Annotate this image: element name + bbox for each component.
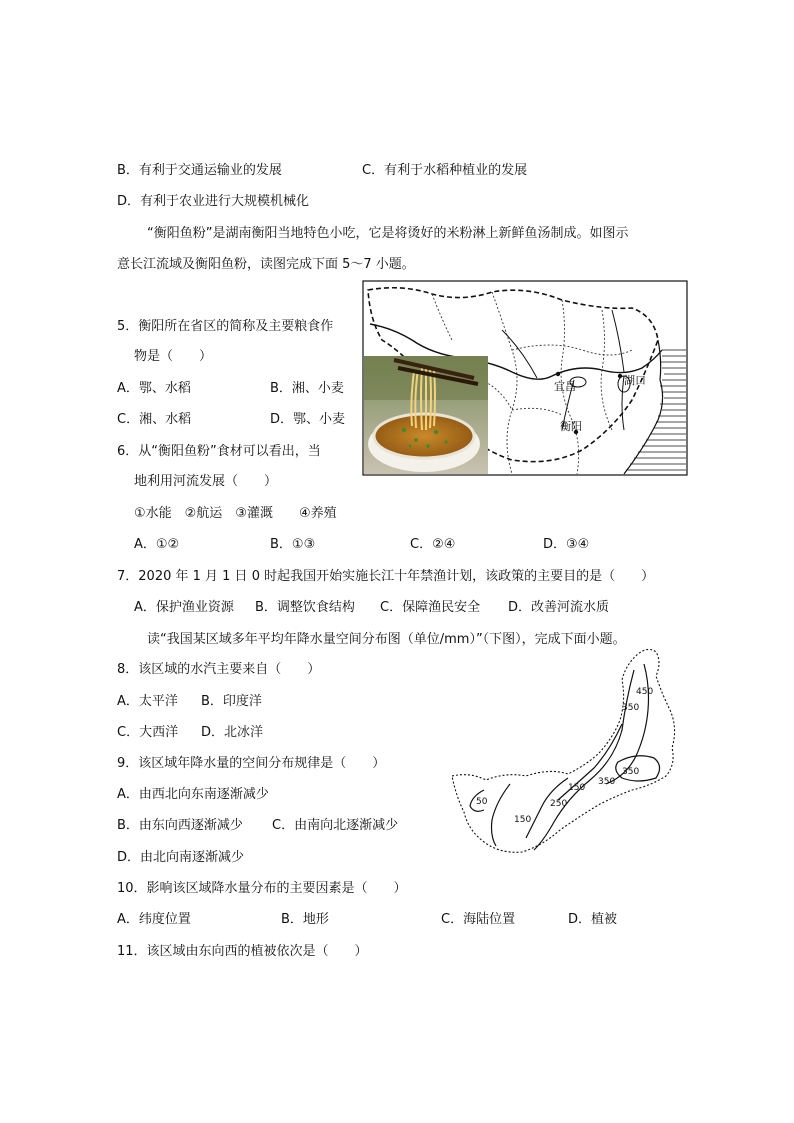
q8-stem: 8．该区域的水汽主要来自（ ） [117,662,321,677]
q10-option-c: C．海陆位置 [441,912,516,927]
q10-option-d: D．植被 [568,912,618,927]
precipitation-map [450,640,682,860]
q10-option-a: A．纬度位置 [117,912,191,927]
q9-option-d: D．由北向南逐渐减少 [117,850,245,865]
fish-noodle-photo [364,356,488,474]
isohyet-150-label-lower: 150 [514,815,532,825]
q4-option-b: B．有利于交通运输业的发展 [117,163,282,178]
q4-option-c: C．有利于水稻种植业的发展 [362,163,528,178]
isohyet-150-label-upper: 150 [568,783,586,793]
q8-option-a: A．太平洋 [117,694,178,709]
q8-option-c: C．大西洋 [117,725,179,740]
q11-stem: 11．该区域由东向西的植被依次是（ ） [117,944,368,959]
hukou-marker [618,374,622,378]
hengyang-label: 衡阳 [560,420,582,433]
q7-option-b: B．调整饮食结构 [255,600,355,615]
q8-option-d: D．北冰洋 [201,725,264,740]
isohyets [470,664,649,850]
q6-stem-line2: 地利用河流发展（ ） [134,474,278,489]
q9-option-c: C．由南向北逐渐减少 [272,818,399,833]
isohyet-350-label-top: 350 [622,703,640,713]
q9-option-a: A．由西北向东南逐渐减少 [117,787,269,802]
q6-stem-line1: 6．从“衡阳鱼粉”食材可以看出，当 [117,444,321,459]
isohyet-50-label: 50 [476,797,488,807]
q5-option-b: B．湘、小麦 [270,381,344,396]
q6-option-a: A．①② [134,537,180,552]
isohyet-450-label: 450 [636,687,654,697]
q5-option-a: A．鄂、水稻 [117,381,191,396]
yichang-marker [556,372,560,376]
q6-items: ①水能 ②航运 ③灌溉 ④养殖 [134,506,337,521]
isohyet-250-label: 250 [550,799,568,809]
q5-stem-line1: 5．衡阳所在省区的简称及主要粮食作 [117,319,334,334]
isohyet-350-label-mid: 350 [598,777,616,787]
intro-rain: 读“我国某区域多年平均年降水量空间分布图（单位/mm）”（下图），完成下面小题。 [147,632,626,647]
q10-stem: 10．影响该区域降水量分布的主要因素是（ ） [117,881,407,896]
hukou-label: 湖口 [624,374,646,387]
yichang-label: 宜昌 [554,380,576,393]
q9-option-b: B．由东向西逐渐减少 [117,818,243,833]
q7-stem: 7．2020 年 1 月 1 日 0 时起我国开始实施长江十年禁渔计划，该政策的主要目的是（ ） [117,569,655,584]
q9-stem: 9．该区域年降水量的空间分布规律是（ ） [117,756,386,771]
q6-option-d: D．③④ [543,537,590,552]
q5-option-d: D．鄂、小麦 [270,412,346,427]
q7-option-d: D．改善河流水质 [508,600,610,615]
q4-option-d: D．有利于农业进行大规模机械化 [117,194,310,209]
q8-option-b: B．印度洋 [201,694,262,709]
region-outline [452,649,675,852]
intro-fish-line2: 意长江流域及衡阳鱼粉，读图完成下面 5～7 小题。 [117,257,415,272]
q7-option-a: A．保护渔业资源 [134,600,234,615]
q7-option-c: C．保障渔民安全 [380,600,481,615]
q10-option-b: B．地形 [281,912,329,927]
q5-option-c: C．湘、水稻 [117,412,192,427]
q5-stem-line2: 物是（ ） [134,349,213,364]
isohyet-350-label-closed: 350 [622,767,640,777]
intro-fish-line1: “衡阳鱼粉”是湖南衡阳当地特色小吃，它是将烫好的米粉淋上新鲜鱼汤制成。如图示 [147,226,629,241]
q6-option-c: C．②④ [410,537,456,552]
q6-option-b: B．①③ [270,537,316,552]
